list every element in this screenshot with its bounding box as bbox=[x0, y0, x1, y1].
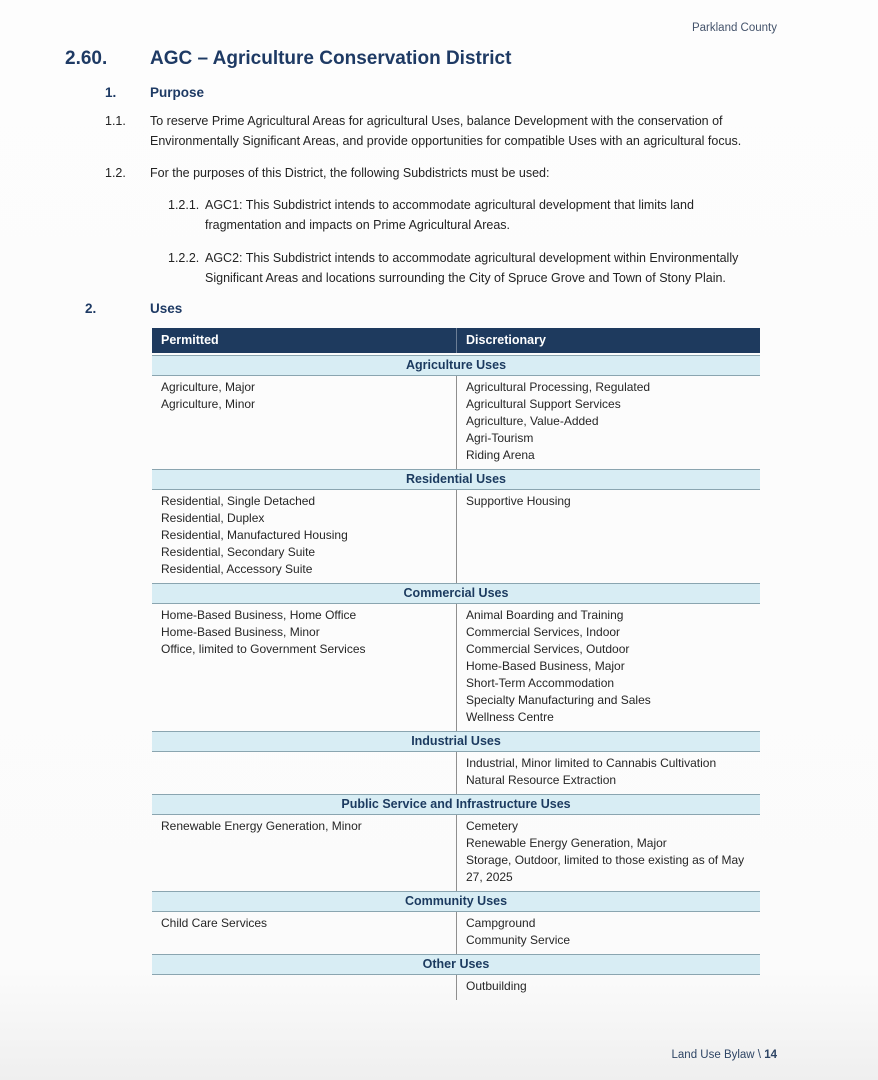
discretionary-cell bbox=[456, 604, 760, 731]
uses-heading bbox=[85, 301, 778, 316]
permitted-cell bbox=[152, 604, 456, 731]
document-header-org: Parkland County bbox=[691, 22, 777, 34]
use-item: Renewable Energy Generation, Minor bbox=[161, 819, 362, 833]
purpose-heading bbox=[105, 85, 778, 100]
use-item: Residential, Manufactured Housing bbox=[161, 528, 348, 542]
footer-document-name: Land Use Bylaw \ bbox=[671, 1049, 765, 1061]
use-item: Storage, Outdoor, limited to those existing as of May 27, 2025 bbox=[466, 853, 745, 884]
permitted-cell bbox=[152, 815, 456, 891]
use-item: Animal Boarding and Training bbox=[466, 608, 624, 622]
use-item: Commercial Services, Outdoor bbox=[466, 642, 630, 656]
use-group-header: Industrial Uses bbox=[152, 731, 760, 752]
permitted-cell bbox=[152, 752, 456, 794]
use-group-row bbox=[152, 490, 760, 583]
clause-text: For the purposes of this District, the following Subdistricts must be used: bbox=[150, 166, 550, 180]
use-item: Home-Based Business, Home Office bbox=[161, 608, 357, 622]
use-item: Office, limited to Government Services bbox=[161, 642, 366, 656]
clause-number: 1.1. bbox=[105, 114, 126, 128]
use-item: Community Service bbox=[466, 933, 571, 947]
use-group bbox=[152, 355, 760, 469]
use-group bbox=[152, 731, 760, 794]
clause-1-2-2 bbox=[168, 248, 778, 288]
use-item: Campground bbox=[466, 916, 536, 930]
clause-1-2-1 bbox=[168, 195, 778, 235]
clause-text: AGC1: This Subdistrict intends to accommodate agricultural development that limits land fragmentation and impacts on Prime Agricultural Areas. bbox=[205, 198, 694, 232]
use-item: Short-Term Accommodation bbox=[466, 676, 615, 690]
clause-number: 1.2.2. bbox=[168, 251, 200, 265]
use-item: Outbuilding bbox=[466, 979, 527, 993]
use-group bbox=[152, 469, 760, 583]
use-group-row bbox=[152, 912, 760, 954]
use-item: Natural Resource Extraction bbox=[466, 773, 617, 787]
use-group-header: Residential Uses bbox=[152, 469, 760, 490]
use-group-header: Agriculture Uses bbox=[152, 355, 760, 376]
permitted-cell bbox=[152, 912, 456, 954]
uses-table bbox=[152, 328, 760, 1000]
permitted-cell bbox=[152, 975, 456, 1000]
use-group-header: Commercial Uses bbox=[152, 583, 760, 604]
footer-page-number: 14 bbox=[764, 1049, 777, 1061]
use-item: Agricultural Processing, Regulated bbox=[466, 380, 651, 394]
use-item: Renewable Energy Generation, Major bbox=[466, 836, 667, 850]
discretionary-cell bbox=[456, 912, 760, 954]
use-item: Child Care Services bbox=[161, 916, 268, 930]
use-item: Commercial Services, Indoor bbox=[466, 625, 621, 639]
permitted-cell bbox=[152, 490, 456, 583]
clause-1-2 bbox=[105, 163, 778, 183]
uses-heading-number: 2. bbox=[85, 301, 97, 316]
use-item: Supportive Housing bbox=[466, 494, 571, 508]
use-group bbox=[152, 954, 760, 1000]
use-item: Agriculture, Value-Added bbox=[466, 414, 599, 428]
purpose-heading-label: Purpose bbox=[150, 85, 205, 100]
use-item: Agri-Tourism bbox=[466, 431, 534, 445]
district-title-text: AGC – Agriculture Conservation District bbox=[150, 48, 512, 69]
discretionary-cell bbox=[456, 752, 760, 794]
permitted-cell bbox=[152, 376, 456, 469]
use-item: Home-Based Business, Minor bbox=[161, 625, 320, 639]
discretionary-cell bbox=[456, 815, 760, 891]
clause-number: 1.2.1. bbox=[168, 198, 200, 212]
use-group-row bbox=[152, 975, 760, 1000]
use-item: Residential, Accessory Suite bbox=[161, 562, 313, 576]
column-header-discretionary: Discretionary bbox=[456, 328, 760, 353]
discretionary-cell bbox=[456, 490, 760, 583]
use-item: Residential, Secondary Suite bbox=[161, 545, 316, 559]
use-item: Cemetery bbox=[466, 819, 519, 833]
district-title-number: 2.60. bbox=[65, 48, 108, 69]
uses-heading-label: Uses bbox=[150, 301, 183, 316]
use-item: Specialty Manufacturing and Sales bbox=[466, 693, 651, 707]
discretionary-cell bbox=[456, 975, 760, 1000]
uses-table-body bbox=[152, 355, 760, 1000]
use-group-header: Community Uses bbox=[152, 891, 760, 912]
use-group bbox=[152, 891, 760, 954]
use-group-row bbox=[152, 376, 760, 469]
use-item: Industrial, Minor limited to Cannabis Cultivation bbox=[466, 756, 717, 770]
district-title bbox=[65, 48, 778, 70]
purpose-heading-number: 1. bbox=[105, 85, 117, 100]
page-footer bbox=[672, 1049, 777, 1061]
use-item: Riding Arena bbox=[466, 448, 535, 462]
use-item: Wellness Centre bbox=[466, 710, 554, 724]
use-group bbox=[152, 583, 760, 731]
column-header-permitted: Permitted bbox=[161, 333, 219, 347]
use-group-header: Public Service and Infrastructure Uses bbox=[152, 794, 760, 815]
use-group-row bbox=[152, 752, 760, 794]
clause-text: To reserve Prime Agricultural Areas for agricultural Uses, balance Development with the conservation of Environmentally Significant Areas, and provide opportunities for compatible Uses with an agricultural focus. bbox=[150, 114, 742, 148]
use-item: Residential, Duplex bbox=[161, 511, 265, 525]
clause-text: AGC2: This Subdistrict intends to accommodate agricultural development within Environmentally Significant Areas and locations surrounding the City of Spruce Grove and Town of Stony Plain. bbox=[205, 251, 739, 285]
uses-table-header-row bbox=[152, 328, 760, 353]
use-item: Residential, Single Detached bbox=[161, 494, 316, 508]
discretionary-cell bbox=[456, 376, 760, 469]
clause-number: 1.2. bbox=[105, 166, 126, 180]
use-group-row bbox=[152, 604, 760, 731]
clause-1-1 bbox=[105, 111, 778, 151]
use-group-row bbox=[152, 815, 760, 891]
use-item: Home-Based Business, Major bbox=[466, 659, 625, 673]
use-item: Agricultural Support Services bbox=[466, 397, 621, 411]
use-item: Agriculture, Major bbox=[161, 380, 256, 394]
use-group-header: Other Uses bbox=[152, 954, 760, 975]
use-group bbox=[152, 794, 760, 891]
use-item: Agriculture, Minor bbox=[161, 397, 256, 411]
